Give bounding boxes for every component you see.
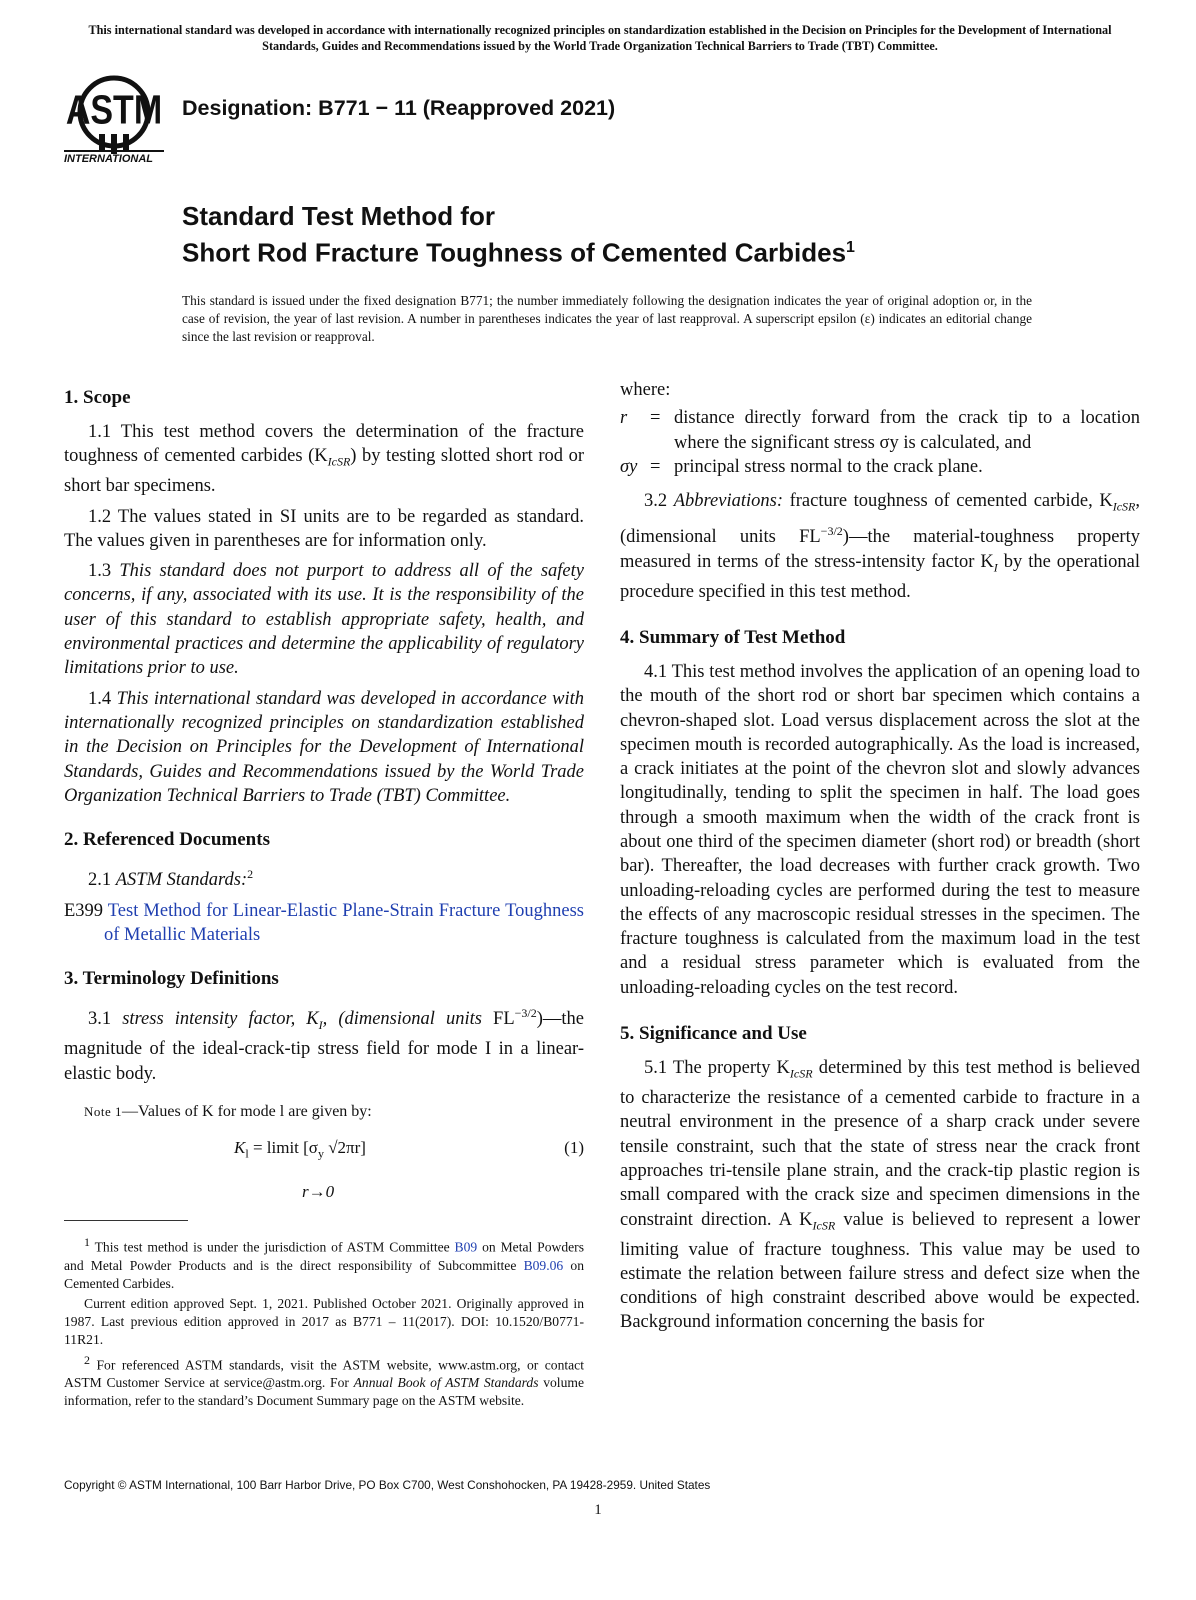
svg-text:ASTM: ASTM <box>65 86 163 133</box>
paragraph-5-1: 5.1 The property $K_{IcSR}$ determined by this test method is believed to characterize the resistance of a cemented carbide to fracture in a neutral environment in the presence of a sharp crack under severe tensile constraint, such that the state of stress near the crack front approaches tri-tensile plane strain, and the crack-tip plastic region is small compared with the crack size and specimen dimensions in the constraint direction. A $K_{IcSR}$ value is believed to represent a lower limiting value of fracture toughness. This value may be used to estimate the relation between failure stress and defect size when the conditions of high constraint described above would be expected. Background information concerning the basis for <box>620 1058 1140 1333</box>
section-heading-scope: 1. Scope <box>64 387 131 408</box>
paragraph-1-1: 1.1 This test method covers the determination of the fracture toughness of cemented carbides $(K_{IcSR})$ by testing slotted short rod or short bar specimens. <box>64 422 584 497</box>
where-sigma-y: σy = principal stress normal to the crack plane. <box>620 456 983 477</box>
equation-number: (1) <box>564 1138 584 1158</box>
equation-formula: $K_l$ = limit [$\sigma_y$ √2πr] <box>234 1138 366 1161</box>
b09-link[interactable]: B09 <box>454 1239 478 1255</box>
copyright-footer: Copyright © ASTM International, 100 Barr Harbor Drive, PO Box C700, West Conshohocken, PA 19428-2959. United States <box>64 1478 711 1492</box>
footnote-1: $^1$ This test method is under the jurisdiction of ASTM Committee B09 on Metal Powders and Metal Powder Products and is the direct responsibility of Subcommittee B09.06 on Cemented Carbides. <box>64 1235 584 1291</box>
page-number: 1 <box>594 1502 602 1518</box>
right-column <box>620 378 1140 1341</box>
e399-link[interactable]: Test Method for Linear-Elastic Plane-Strain Fracture Toughness of Metallic Materials <box>104 900 584 945</box>
paragraph-4-1: 4.1 This test method involves the application of an opening load to the mouth of the short rod or short bar specimen which contains a chevron-shaped slot. Load versus displacement across the slot at the specimen mouth is recorded autographically. As the load is increased, a crack initiates at the point of the chevron slot and slowly advances longitudinally, tending to split the specimen in half. The load goes through a smooth maximum when the width of the crack front is about one third of the specimen diameter (short rod) or breadth (short bar). Thereafter, the load decreases with further crack growth. Two unloading-reloading cycles are performed during the test to measure the effects of any macroscopic residual stresses in the specimen. The fracture toughness is calculated from the maximum load in the test and a residual stress parameter which is evaluated from the unloading-reloading cycles on the test record. <box>620 661 1140 998</box>
footnote-divider <box>64 1220 188 1221</box>
paragraph-1-2: 1.2 The values stated in SI units are to be regarded as standard. The values given in parentheses are for information only. <box>64 506 584 551</box>
title-line-2: Short Rod Fracture Toughness of Cemented Carbides$^1$ <box>182 237 855 268</box>
where-label: where: <box>620 380 671 400</box>
reference-e399: E399 Test Method for Linear-Elastic Plane-Strain Fracture Toughness of Metallic Materials <box>64 900 584 945</box>
left-column <box>64 386 584 1412</box>
title-line-1: Standard Test Method for <box>182 201 495 231</box>
equation-limit: r→0 <box>302 1182 335 1202</box>
paragraph-1-4: 1.4 This international standard was developed in accordance with internationally recognized principles on standardization established in the Decision on Principles for the Development of International Standards, Guides and Recommendations issued by the World Trade Organization Technical Barriers to Trade (TBT) Committee. <box>64 688 585 806</box>
section-heading-referenced-documents: 2. Referenced Documents <box>64 829 270 851</box>
logo-text: INTERNATIONAL <box>64 150 164 165</box>
paragraph-3-1: 3.1 stress intensity factor, $K_I$, (dimensional units $FL^{-3/2})—the$ magnitude of the ideal-crack-tip stress field for mode I in a linear-elastic body. <box>64 1006 584 1084</box>
designation: Designation: B771 − 11 (Reapproved 2021) <box>182 96 616 120</box>
wto-notice: This international standard was developed in accordance with internationally recognized principles on standardization established in the Decision on Principles for the Development of International Standards, Guides and Recommendations issued by the World Trade Organization Technical Barriers to Trade (TBT) Committee. <box>88 23 1112 53</box>
paragraph-3-2: 3.2 Abbreviations: fracture toughness of cemented carbide, $K_{IcSR}$, (dimensional units $FL^{-3/2})—the$ material-toughness property measured in terms of the stress-intensity factor $K_I$ by the operational procedure specified in this test method. <box>620 491 1140 602</box>
issuance-statement: This standard is issued under the fixed designation B771; the number immediately following the designation indicates the year of original adoption or, in the case of revision, the year of last revision. A number in parentheses indicates the year of last reapproval. A superscript epsilon (ε) indicates an editorial change since the last revision or reapproval. <box>182 293 1032 344</box>
paragraph-1-3: 1.3 This standard does not purport to address all of the safety concerns, if any, associated with its use. It is the responsibility of the user of this standard to establish appropriate safety, health, and environmental practices and determine the applicability of regulatory limitations prior to use. <box>64 561 584 679</box>
note-1: Note 1—Values of K for mode l are given by: <box>84 1102 372 1120</box>
footnote-2: $^2$ For referenced ASTM standards, visit the ASTM website, www.astm.org, or contact ASTM Customer Service at service@astm.org. For Annual Book of ASTM Standards volume information, refer to the standard’s Document Summary page on the ASTM website. <box>64 1352 584 1409</box>
footnote-edition: Current edition approved Sept. 1, 2021. Published October 2021. Originally approved in 1987. Last previous edition approved in 2017 as B771 – 11(2017). DOI: 10.1520/B0771-11R21. <box>64 1295 584 1347</box>
section-heading-terminology: 3. Terminology Definitions <box>64 968 279 990</box>
astm-logo <box>62 72 166 168</box>
title-footnote-ref[interactable]: 1 <box>846 239 855 256</box>
equation-1 <box>64 1132 584 1208</box>
section-heading-summary: 4. Summary of Test Method <box>620 626 846 648</box>
section-heading-significance: 5. Significance and Use <box>620 1023 807 1045</box>
paragraph-2-1: 2.1 ASTM Standards:$^2$ <box>88 867 254 891</box>
document-title <box>182 200 855 269</box>
b0906-link[interactable]: B09.06 <box>523 1257 564 1273</box>
where-r: r = distance directly forward from the crack tip to a location where the significant stress σy is calculated, and <box>620 408 1140 453</box>
